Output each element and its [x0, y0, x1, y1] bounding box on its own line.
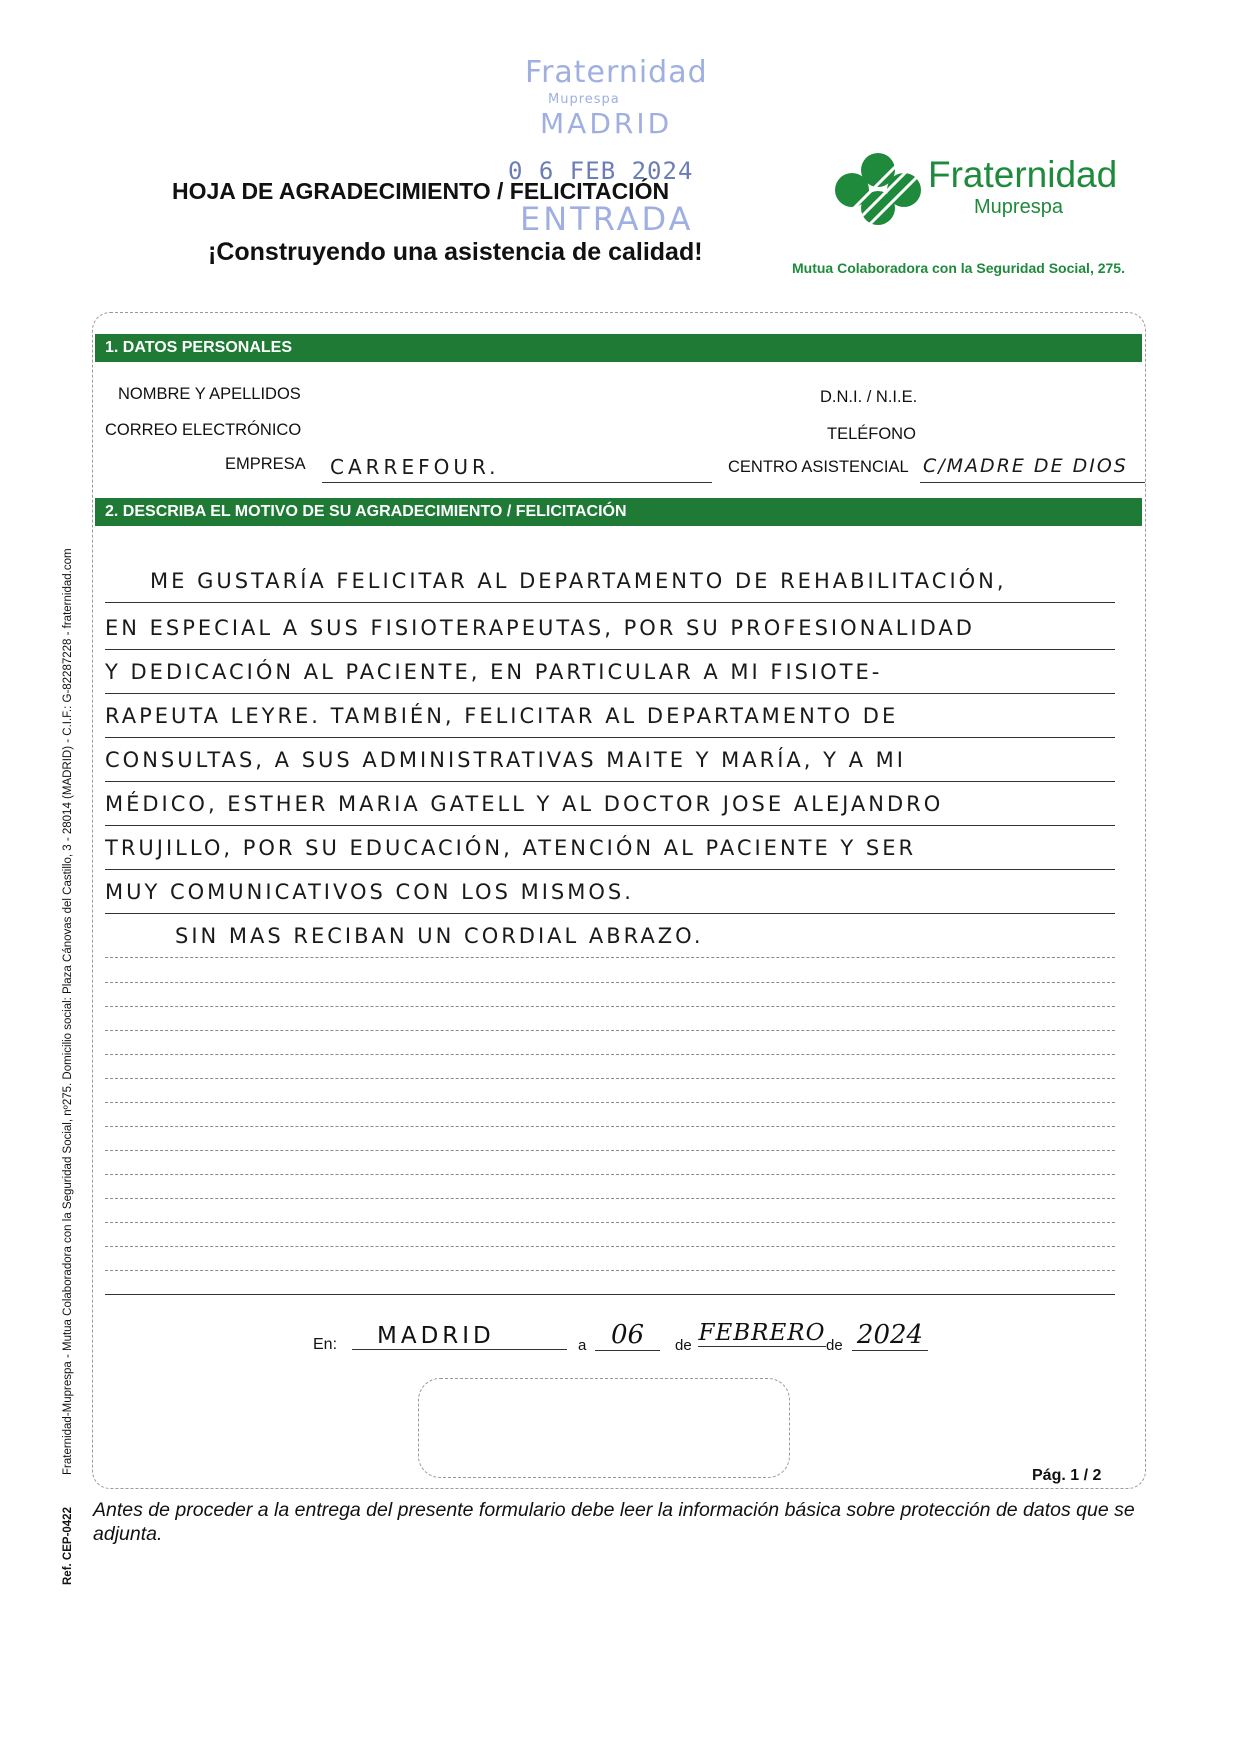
blank-line [105, 1174, 1115, 1175]
blank-line [105, 1006, 1115, 1007]
blank-line [105, 1294, 1115, 1295]
blank-line [105, 1078, 1115, 1079]
stamp-city: MADRID [540, 107, 673, 140]
year-field[interactable]: 2024 [852, 1320, 928, 1351]
blank-line [105, 1246, 1115, 1247]
blank-line [105, 1054, 1115, 1055]
place-field[interactable]: MADRID [352, 1323, 567, 1350]
blank-line [105, 1102, 1115, 1103]
empresa-value: CARREFOUR. [330, 455, 500, 479]
page-number: Pág. 1 / 2 [1032, 1467, 1102, 1484]
mutua-text: Mutua Colaboradora con la Seguridad Social, 275. [792, 260, 1125, 276]
reference-code: Ref. CEP-0422 [62, 1507, 74, 1585]
centro-value: C/MADRE DE DIOS [923, 455, 1128, 477]
dni-field[interactable] [930, 405, 1140, 423]
signature-box[interactable] [418, 1378, 790, 1478]
stamp-type: ENTRADA [520, 200, 694, 238]
blank-line [105, 982, 1115, 983]
correo-label: CORREO ELECTRÓNICO [105, 421, 302, 439]
day-field[interactable]: 06 [595, 1320, 660, 1351]
page-subtitle: ¡Construyendo una asistencia de calidad! [208, 238, 703, 266]
centro-label: CENTRO ASISTENCIAL [728, 458, 909, 476]
en-label: En: [313, 1336, 338, 1353]
a-label: a [578, 1337, 587, 1354]
stamp-org: Fraternidad [525, 55, 708, 90]
stamp-date: 0 6 FEB 2024 [508, 157, 694, 185]
blank-line [105, 1030, 1115, 1031]
message-line: EN ESPECIAL A SUS FISIOTERAPEUTAS, POR SU PROFESIONALIDAD [105, 610, 1115, 650]
side-legal-text: Fraternidad-Muprespa - Mutua Colaboradora con la Seguridad Social, nº275. Domicilio social: Plaza Cánovas del Castillo, 3 - 28014 (MADRID) - C.I.F.: G-82287228 - fraternidad.com [62, 548, 74, 1475]
blank-line [105, 1270, 1115, 1271]
message-line: MÉDICO, ESTHER MARIA GATELL Y AL DOCTOR JOSE ALEJANDRO [105, 786, 1115, 826]
page-title: HOJA DE AGRADECIMIENTO / FELICITACIÓN [172, 178, 670, 204]
blank-line [105, 1198, 1115, 1199]
message-line: SIN MAS RECIBAN UN CORDIAL ABRAZO. [105, 918, 1115, 958]
nombre-label: NOMBRE Y APELLIDOS [118, 385, 301, 403]
empresa-label: EMPRESA [225, 455, 306, 473]
message-line: ME GUSTARÍA FELICITAR AL DEPARTAMENTO DE REHABILITACIÓN, [105, 563, 1115, 603]
dni-label: D.N.I. / N.I.E. [820, 388, 918, 406]
stamp-org-sub: Muprespa [548, 92, 620, 107]
de-label-2: de [826, 1337, 843, 1354]
telefono-label: TELÉFONO [827, 425, 916, 443]
month-field[interactable]: FEBRERO [698, 1320, 826, 1346]
blank-line [105, 1126, 1115, 1127]
message-line: CONSULTAS, A SUS ADMINISTRATIVAS MAITE Y MARÍA, Y A MI [105, 742, 1115, 782]
logo-name: Fraternidad [928, 154, 1118, 195]
logo-sub: Muprespa [974, 196, 1063, 218]
de-label-1: de [675, 1337, 692, 1354]
message-line: Y DEDICACIÓN AL PACIENTE, EN PARTICULAR A MI FISIOTE- [105, 654, 1115, 694]
fraternidad-logo-icon [830, 152, 925, 232]
section-1-header: 1. DATOS PERSONALES [95, 334, 1142, 362]
message-line: RAPEUTA LEYRE. TAMBIÉN, FELICITAR AL DEPARTAMENTO DE [105, 698, 1115, 738]
section-2-header: 2. DESCRIBA EL MOTIVO DE SU AGRADECIMIENTO / FELICITACIÓN [95, 498, 1142, 526]
message-line: MUY COMUNICATIVOS CON LOS MISMOS. [105, 874, 1115, 914]
blank-line [105, 1222, 1115, 1223]
data-protection-notice: Antes de proceder a la entrega del presente formulario debe leer la información básica sobre protección de datos que se adjunta. [93, 1499, 1135, 1545]
message-line: TRUJILLO, POR SU EDUCACIÓN, ATENCIÓN AL PACIENTE Y SER [105, 830, 1115, 870]
blank-line [105, 1150, 1115, 1151]
